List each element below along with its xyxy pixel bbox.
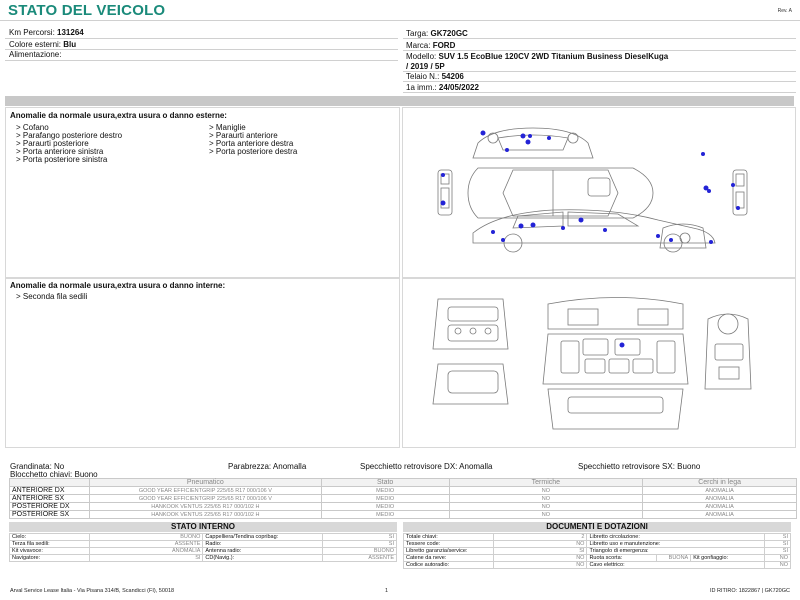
internal-damage-panel — [5, 278, 400, 448]
damage-markers — [441, 131, 741, 245]
internal-state-table — [9, 533, 397, 562]
revision-label: Rev. A — [777, 8, 792, 14]
table-row: ANTERIORE DX GOOD YEAR EFFICIENTGRIP 225/65 R17 000/106 V MEDIO NO ANOMALIA — [10, 487, 797, 495]
page-title: STATO DEL VEICOLO — [8, 2, 166, 19]
mirror-dx-status: Specchietto retrovisore DX: Anomalla — [360, 462, 493, 471]
internal-state-title: STATO INTERNO — [9, 522, 397, 532]
table-row: Totale chiavi: 2 Libretto circolazione: SI — [404, 534, 791, 541]
page-number: 1 — [385, 588, 389, 594]
divider — [403, 81, 796, 82]
divider — [0, 20, 800, 21]
model-row-cont: / 2019 / 5P — [406, 62, 445, 71]
hail-status: Grandinata: No — [10, 462, 65, 471]
column-header: Stato — [321, 479, 449, 487]
windshield-status: Parabrezza: Anomalla — [228, 462, 307, 471]
internal-damage-list — [16, 293, 87, 301]
divider — [403, 50, 796, 51]
divider — [403, 92, 796, 93]
table-row: POSTERIORE DX HANKOOK VENTUS 225/65 R17 000/102 H MEDIO NO ANOMALIA — [10, 503, 797, 511]
internal-car-diagram-panel — [402, 278, 796, 448]
table-row: Terza fila sedili: ASSENTE Radio: SI — [10, 541, 397, 548]
divider — [5, 49, 398, 50]
table-header-row — [10, 479, 797, 487]
table-row: Navigatore: SI CD(Navig.): ASSENTE — [10, 555, 397, 562]
section-band — [5, 96, 794, 106]
table-row: Libretto garanzia/service: SI Triangolo di emergenza: SI — [404, 548, 791, 555]
table-row: Codice autoradio: NO Cavo elettrico: NO — [404, 562, 791, 569]
documents-title: DOCUMENTI E DOTAZIONI — [403, 522, 791, 532]
chassis-row: Telaio N.: 54206 — [406, 72, 464, 81]
list-item: > Maniglie — [209, 123, 246, 132]
list-item: > Porta posteriore sinistra — [16, 155, 108, 164]
list-item: > Paraurti posteriore — [16, 139, 89, 148]
internal-damage-title: Anomalie da normale usura,extra usura o danno interne: — [10, 281, 226, 290]
list-item: > Porta anteriore destra — [209, 139, 294, 148]
brand-row: Marca: FORD — [406, 41, 456, 50]
table-row: ANTERIORE SX GOOD YEAR EFFICIENTGRIP 225/65 R17 000/106 V MEDIO NO ANOMALIA — [10, 495, 797, 503]
external-car-diagram-panel — [402, 107, 796, 278]
car-interior-diagram — [403, 279, 795, 447]
column-header: Cerchi in lega — [643, 479, 797, 487]
damage-marker — [620, 343, 625, 348]
table-row: Cielo: BUONO Cappelliera/Tendina copribag: SI — [10, 534, 397, 541]
divider — [5, 38, 398, 39]
external-damage-list-1 — [16, 124, 122, 164]
list-item: > Cofano — [16, 123, 49, 132]
table-row: Catene da neve: NO Ruota scorta: BUONA Kit gonfiaggio: NO — [404, 555, 791, 562]
footer-company: Arval Service Lease Italia - Via Pisana 314/B, Scandicci (FI), 50018 — [10, 588, 175, 594]
list-item: > Porta posteriore destra — [209, 147, 298, 156]
car-exterior-diagram — [403, 108, 795, 277]
documents-table — [403, 533, 791, 569]
list-item: > Paraurti anteriore — [209, 131, 278, 140]
color-row: Colore esterni: Blu — [9, 40, 77, 49]
model-row: Modello: SUV 1.5 EcoBlue 120CV 2WD Titanium Business DieselKuga — [406, 52, 669, 61]
column-header: Termiche — [449, 479, 643, 487]
footer-reference: ID RITIRO: 1822867 | GK720GC — [710, 588, 790, 594]
tyre-table — [9, 478, 797, 519]
list-item: > Porta anteriore sinistra — [16, 147, 104, 156]
divider — [403, 38, 796, 39]
table-row: Kit vivavoce: ANOMALIA Antenna radio: BUONO — [10, 548, 397, 555]
table-row: Tessere code: NO Libretto uso e manutenzione: SI — [404, 541, 791, 548]
fuel-row: Alimentazione: — [9, 50, 62, 59]
table-row: POSTERIORE SX HANKOOK VENTUS 225/65 R17 000/102 H MEDIO NO ANOMALIA — [10, 511, 797, 519]
keys-status: Blocchetto chiavi: Buono — [10, 470, 98, 479]
list-item: > Parafango posteriore destro — [16, 131, 123, 140]
plate-row: Targa: GK720GC — [406, 29, 468, 38]
km-row: Km Percorsi: 131264 — [9, 28, 84, 37]
column-header: Pneumatico — [89, 479, 321, 487]
external-damage-title: Anomalie da normale usura,extra usura o danno esterne: — [10, 111, 227, 120]
registration-row: 1a imm.: 24/05/2022 — [406, 83, 479, 92]
divider — [5, 60, 398, 61]
list-item: > Seconda fila sedili — [16, 292, 88, 301]
external-damage-list-2 — [209, 124, 297, 156]
mirror-sx-status: Specchietto retrovisore SX: Buono — [578, 462, 701, 471]
